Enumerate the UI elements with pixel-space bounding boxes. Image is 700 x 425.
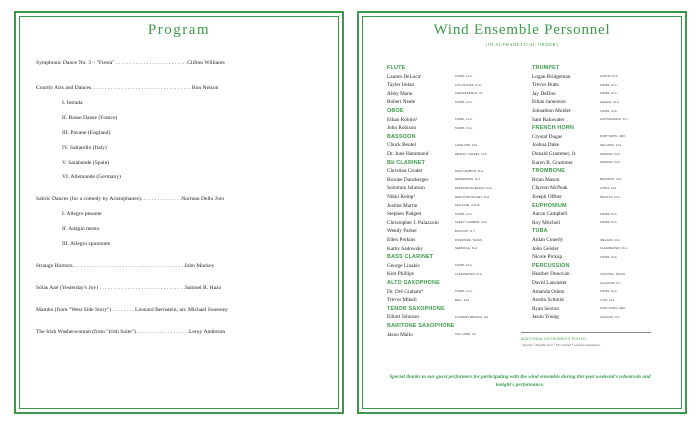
member-hometown: FERNANDINA BEACH, FLA. — [455, 187, 493, 190]
member-hometown: TAMPA, FLA. — [455, 264, 473, 268]
program-movement: VI. Allemande (Germany) — [62, 174, 121, 180]
program-piece: Sólas Ané (Yesterday's Joy) . . . . . . . . . . . . . . . . . . . . . . . . . . . . . . .Samuel R. Hazo — [36, 285, 222, 291]
program-movement: I. Allegro pesante — [62, 211, 102, 217]
program-piece: The Irish Washerwoman (from "Irish Suite") . . . . . . . . . . . . . . . . . . .Leroy Anderson — [36, 329, 226, 335]
member-name: Roy Mitchell — [532, 219, 561, 226]
member-hometown: FORT SMITH, ARK. — [600, 307, 627, 311]
program-movement: II. Basse Danse (France) — [62, 115, 118, 121]
section-heading: TROMBONE — [532, 168, 566, 175]
section-heading: FLUTE — [387, 65, 406, 71]
personnel-title: Wind Ensemble Personnel — [433, 22, 611, 38]
member-hometown: BRANDON, FLA. — [600, 178, 623, 182]
member-name: George Linakis — [387, 262, 420, 269]
program-piece: Symphonic Dance No. 3 – "Fiesta" . . . . . . . . . . . . . . . . . . . . . . . . . .Clifton Williams — [36, 60, 225, 66]
member-name: Christopher J. Palazzolo — [387, 219, 439, 226]
member-name: Stephen Padgett — [387, 211, 422, 218]
program-title: Program — [147, 22, 211, 38]
member-name: Logan Bridgeman — [532, 73, 571, 80]
member-name: Abby Mann — [387, 90, 413, 97]
member-name: Joseph Offner — [532, 194, 562, 200]
member-name: Ellen Perkins — [387, 237, 416, 243]
divider — [521, 332, 651, 333]
member-name: Clayton McPeak — [532, 185, 568, 192]
member-hometown: VICTORIA, TEXAS — [600, 273, 626, 276]
program-piece: Courtly Airs and Dances. . . . . . . . . . . . . . . . . . . . . . . . . . . . . . . . . . . . Ron Nelson — [36, 85, 219, 91]
member-hometown: NEW PORT RICHEY, FLA. — [455, 195, 491, 199]
program-movement: III. Allegro spumonte — [62, 241, 111, 247]
member-name: Tayler Irelan — [387, 82, 415, 89]
thanks-note: Special thanks to our guest performers for participating with the wind ensemble during this past weekend's rehearsals and tonight's performance. — [389, 374, 651, 388]
member-hometown: CHITTENANGO, N.Y. — [600, 118, 629, 122]
member-hometown: TAMPA, FLA. — [455, 212, 473, 216]
member-hometown: TAMPA, FLA. — [600, 92, 618, 96]
member-name: Joshua Duke — [532, 142, 560, 149]
member-name: Chuck Beutel — [387, 142, 416, 149]
member-name: Ryan Sexton — [532, 305, 560, 312]
member-name: Donald Grammer, Jr. — [532, 151, 577, 157]
section-heading: EUPHONIUM — [532, 202, 567, 209]
member-name: Kathy Sadowsky — [387, 245, 424, 252]
member-hometown: TAMPA, FLA. — [455, 118, 473, 122]
member-hometown: TAMPA, FLA. — [600, 109, 618, 113]
program-piece: Mambo (from "West Side Story") . . . . . . . . Leonard Bernstein, arr. Michael Sweeney — [36, 307, 228, 313]
member-name: Wendy Parker — [387, 228, 418, 235]
member-name: Nikki Kemp³ — [387, 194, 415, 200]
member-hometown: CLEARWATER, FLA. — [600, 247, 628, 251]
personnel-subtitle: (IN ALPHABETICAL ORDER) — [485, 42, 559, 47]
member-hometown: WESLEY CHAPEL, FLA. — [455, 152, 488, 156]
member-hometown: TAMPA, FLA. — [600, 290, 618, 294]
member-name: Ethan Jamerson — [532, 99, 566, 106]
member-name: Amanda Odom — [532, 288, 565, 295]
member-name: Robert Neale — [387, 99, 416, 106]
member-hometown: TAMPA, FLA. — [600, 221, 618, 225]
member-name: Aaron Campbell — [532, 211, 568, 218]
member-hometown: TAMPA, FLA. — [600, 83, 618, 87]
member-hometown: TAMPA, FLA. — [455, 126, 473, 130]
member-hometown: SAN JOSE, CALIF. — [455, 204, 481, 208]
member-hometown: HENDERSON, N.C. — [455, 178, 482, 182]
member-hometown: PALM HARBOR, FLA. — [455, 169, 485, 173]
member-hometown: FLOWERS BRANCH, GA — [455, 316, 489, 319]
additional-instruments-heading: ADDITIONAL INSTRUMENTS PLAYED: — [521, 337, 588, 341]
member-name: Elliott Johnson — [387, 314, 419, 321]
member-hometown: TAMPA, FLA. — [600, 255, 618, 259]
member-name: Jason Mallo — [387, 331, 413, 338]
program-piece: Satiric Dances (for a comedy by Aristophanes). . . . . . . . . . . . . . .Norman Dello Joio — [36, 196, 225, 202]
member-hometown: SEMINOLE, FLA. — [455, 247, 479, 251]
member-hometown: LAKELAND, FLA. — [455, 144, 479, 147]
member-name: Trevor Butts — [532, 82, 559, 89]
member-hometown: TAMPA, FLA. — [455, 101, 473, 104]
member-name: John Robison — [387, 125, 416, 132]
section-heading: TUBA — [532, 228, 548, 235]
member-hometown: HELENA, ALA. — [600, 101, 620, 104]
additional-instruments-list: ¹ piccolo ² English horn ³ Eb clarinet ⁴ soprano saxophone — [521, 343, 601, 347]
member-name: Solomon Johnson — [387, 185, 425, 192]
member-name: Aidan Conerly — [532, 237, 564, 243]
member-hometown: BAYPORT, N.Y. — [455, 230, 476, 233]
member-hometown: PALATKA, FLA. — [600, 195, 621, 199]
member-hometown: GLASGOW, KY. — [600, 281, 621, 285]
member-name: Crystal Dugas — [532, 133, 563, 140]
member-name: Ethan Robins² — [387, 116, 418, 123]
section-heading: PERCUSSION — [532, 262, 570, 269]
member-name: Johnathon Mulder — [532, 108, 571, 114]
member-name: Dr. June Hammond — [387, 151, 429, 157]
member-name: Nicole Pickup — [532, 254, 563, 261]
member-hometown: AUSTIN, FLA. — [600, 75, 619, 79]
section-heading: TENOR SAXOPHONE — [387, 305, 445, 312]
member-name: Austin Schmid — [532, 297, 564, 304]
member-hometown: TAMPA, FLA. — [455, 290, 473, 294]
member-hometown: RIVERSIDE, TEXAS — [455, 238, 483, 242]
member-hometown: LAS CRUCES, N.M. — [455, 83, 482, 87]
member-name: Brooke Dansberger — [387, 176, 429, 183]
section-heading: TRUMPET — [532, 65, 560, 71]
member-hometown: TAMPA, FLA. — [455, 75, 473, 79]
section-heading: BASS CLARINET — [387, 254, 434, 261]
member-hometown: PARRISH, FLA. — [600, 161, 621, 165]
member-hometown: OAK LAWN, ILL. — [455, 333, 478, 337]
member-name: John Geisler — [532, 245, 559, 252]
member-name: Jay DeDon — [532, 90, 556, 97]
member-name: Trevor Mikell — [387, 297, 417, 304]
member-name: Sam Rainwater — [532, 116, 565, 123]
member-name: Karen B. Grammer — [532, 159, 573, 166]
member-name: Justine Martin — [387, 202, 418, 209]
member-name: David Lancaster — [532, 280, 567, 286]
member-name: Heather Donovan — [532, 271, 570, 278]
program-movement: II. Adagio mesto — [62, 226, 100, 232]
member-hometown: TAMPA, FLA. — [600, 212, 618, 216]
member-hometown: IRELAND, FLA. — [600, 238, 621, 242]
section-heading: BARITONE SAXOPHONE — [387, 323, 455, 329]
section-heading: OBOE — [387, 108, 404, 114]
member-hometown: LITHIA, FLA. — [600, 187, 618, 190]
member-name: Jason Young — [532, 314, 559, 321]
member-hometown: PARRISH, FLA. — [600, 152, 621, 156]
program-movement: III. Pavane (England) — [62, 130, 111, 136]
member-hometown: BELL, FLA. — [455, 298, 471, 302]
member-hometown: LUTZ, FLA. — [600, 298, 616, 302]
program-movement: IV. Saltarello (Italy) — [62, 145, 107, 151]
member-name: Dr. Drê Graham⁴ — [387, 288, 424, 295]
member-name: Brian Mason — [532, 176, 560, 183]
program-piece: Strange Humors. . . . . . . . . . . . . . . . . . . . . . . . . . . . . . . . . . . . . . . . John Mackey — [36, 263, 215, 269]
section-heading: Bb CLARINET — [387, 159, 426, 166]
member-hometown: SAFETY HARBOR, FLA. — [455, 221, 488, 225]
program-movement: V. Sarabande (Spain) — [62, 160, 110, 166]
member-hometown: ORLANDO, FLA. — [600, 144, 623, 147]
section-heading: BASSOON — [387, 133, 416, 140]
member-hometown: CHICAGO, ILL. — [600, 316, 621, 319]
member-name: Christina Cruder — [387, 168, 423, 175]
section-heading: ALTO SAXOPHONE — [387, 280, 440, 286]
section-heading: FRENCH HORN — [532, 125, 575, 132]
member-name: Kim Phillips — [387, 271, 414, 278]
member-hometown: FORT SMITH, ARK. — [600, 135, 627, 139]
member-name: Lauren DeLuca¹ — [387, 73, 422, 80]
member-hometown: CHESTERFIELD, VA. — [455, 92, 484, 96]
program-movement: I. Intrada — [62, 100, 83, 106]
member-hometown: CLEARWATER, FLA. — [455, 273, 483, 276]
